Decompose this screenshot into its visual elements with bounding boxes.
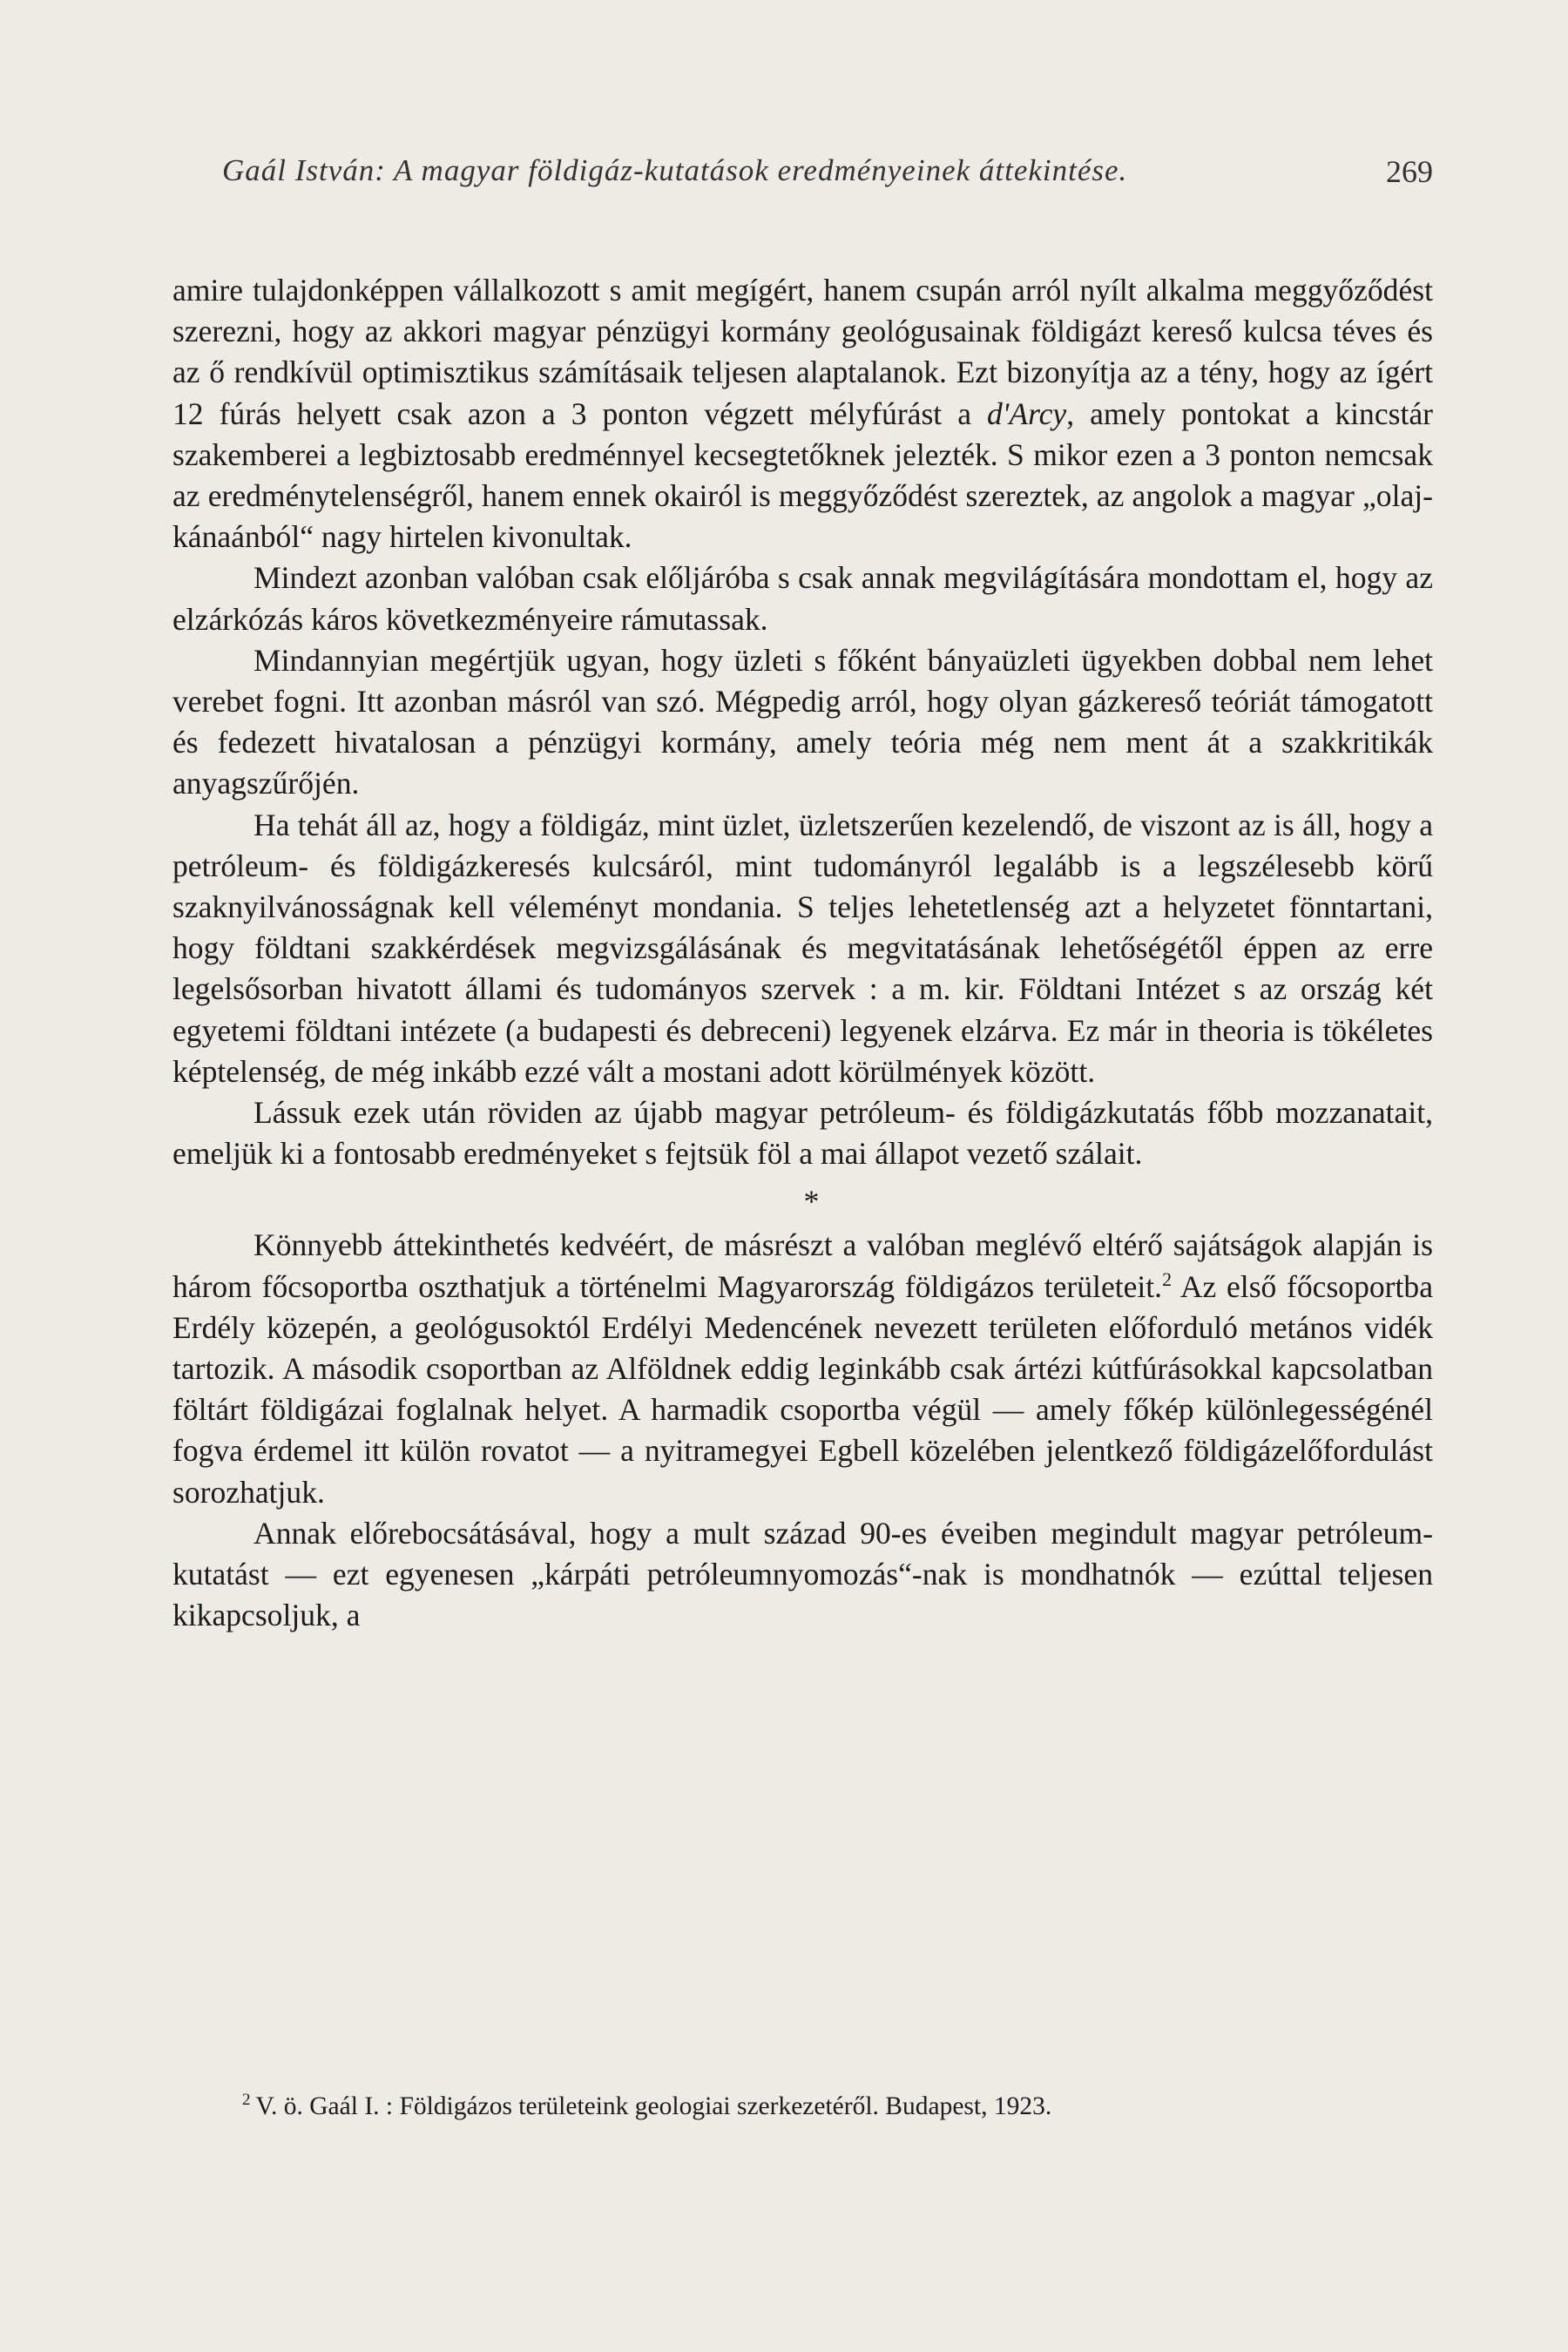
- paragraph-text: Az első főcsoportba Erdély közepén, a geológusoktól Erdélyi Medencének nevezett területen előforduló metános vidék tartozik. A második csoportban az Alföldnek eddig leginkább csak ártézi kútfúrásokkal kapcsolatban föltárt földigázai foglalnak helyet. A harmadik csoportba végül — amely főkép különlegességénél fogva érdemel itt külön rovatot — a nyitramegyei Egbell közelében jelentkező földigázelőfordulást sorozhatjuk.: [172, 1268, 1433, 1510]
- page-number: 269: [1386, 154, 1433, 189]
- paragraph-text: , amely pontokat a kincstár szakemberei a legbiztosabb eredménnyel kecsegtetőknek jelezték. S mikor ezen a 3 ponton nemcsak az eredménytelenségről, hanem ennek okairól is meggyőződést szereztek, az angolok a magyar „olaj-kánaánból“ nagy hirtelen kivonultak.: [172, 395, 1433, 555]
- paragraph: Mindannyian megértjük ugyan, hogy üzleti s főként bányaüzleti ügyekben dobbal nem lehet verebet fogni. Itt azonban másról van szó. Mégpedig arról, hogy olyan gázkereső teóriát támogatott és fedezett hivatalosan a pénzügyi kormány, amely teória még nem ment át a szakkritikák anyagszűrőjén.: [172, 642, 1433, 801]
- running-title: Gaál István: A magyar földigáz-kutatások eredményeinek áttekintése.: [222, 153, 1128, 187]
- paragraph-text: Könnyebb áttekinthetés kedvéért, de másrészt a valóban meglévő eltérő sajátságok alapján is három főcsoportba oszthatjuk a történelmi Magyarország földigázos területeit.: [172, 1227, 1433, 1304]
- italic-name: d'Arcy: [986, 395, 1067, 431]
- footnote-body: V. ö. Gaál I. : Földigázos területeink geologiai szerkezetéről. Budapest, 1923.: [255, 2092, 1052, 2120]
- page-header: [222, 153, 1433, 206]
- footnote: [172, 2085, 1433, 2127]
- paragraph-text: amire tulajdonképpen vállalkozott s amit megígért, hanem csupán arról nyílt alkalma meggyőződést szerezni, hogy az akkori magyar pénzügyi kormány geológusainak földigázt kereső kulcsa téves és az ő rendkívül optimisztikus számításaik teljesen alaptalanok. Ezt bizonyítja az a tény, hogy az ígért 12 fúrás helyett csak azon a 3 ponton végzett mélyfúrást a: [172, 273, 1433, 431]
- paragraph: Lássuk ezek után röviden az újabb magyar petróleum- és földigázkutatás főbb mozzanatait, emeljük ki a fontosabb eredményeket s fejtsük föl a mai állapot vezető szálait.: [172, 1095, 1433, 1172]
- footnote-reference: 2: [1162, 1267, 1173, 1290]
- paragraph: Annak előrebocsátásával, hogy a mult század 90-es éveiben megindult magyar petróleum-kutatást — ezt egyenesen „kárpáti petróleumnyomozás“-nak is mondhatnók — ezúttal teljesen kikapcsoljuk, a: [172, 1515, 1433, 1633]
- footnote-mark: 2: [242, 2091, 251, 2110]
- paragraph: [172, 270, 1433, 558]
- footnote-text: [172, 2085, 1433, 2127]
- body-text: [172, 270, 1433, 1637]
- paragraph: [172, 1225, 1433, 1512]
- paragraph: Mindezt azonban valóban csak előljáróba s csak annak megvilágítására mondottam el, hogy az elzárkózás káros következményeire rámutassak.: [172, 560, 1433, 637]
- section-separator: *: [803, 1184, 820, 1220]
- paragraph: Ha tehát áll az, hogy a földigáz, mint üzlet, üzletszerűen kezelendő, de viszont az is áll, hogy a petróleum- és földigázkeresés kulcsáról, mint tudományról legalább is a legszélesebb körű szaknyilvánosságnak kell véleményt mondania. S teljes lehetetlenség azt a helyzetet fönntartani, hogy földtani szakkérdések megvizsgálásának és megvitatásának lehetőségétől éppen az erre legelsősorban hivatott állami és tudományos szervek : a m. kir. Földtani Intézet s az ország két egyetemi földtani intézete (a budapesti és debreceni) legyenek elzárva. Ez már in theoria is tökéletes képtelenség, de még inkább ezzé vált a mostani adott körülmények között.: [172, 807, 1433, 1089]
